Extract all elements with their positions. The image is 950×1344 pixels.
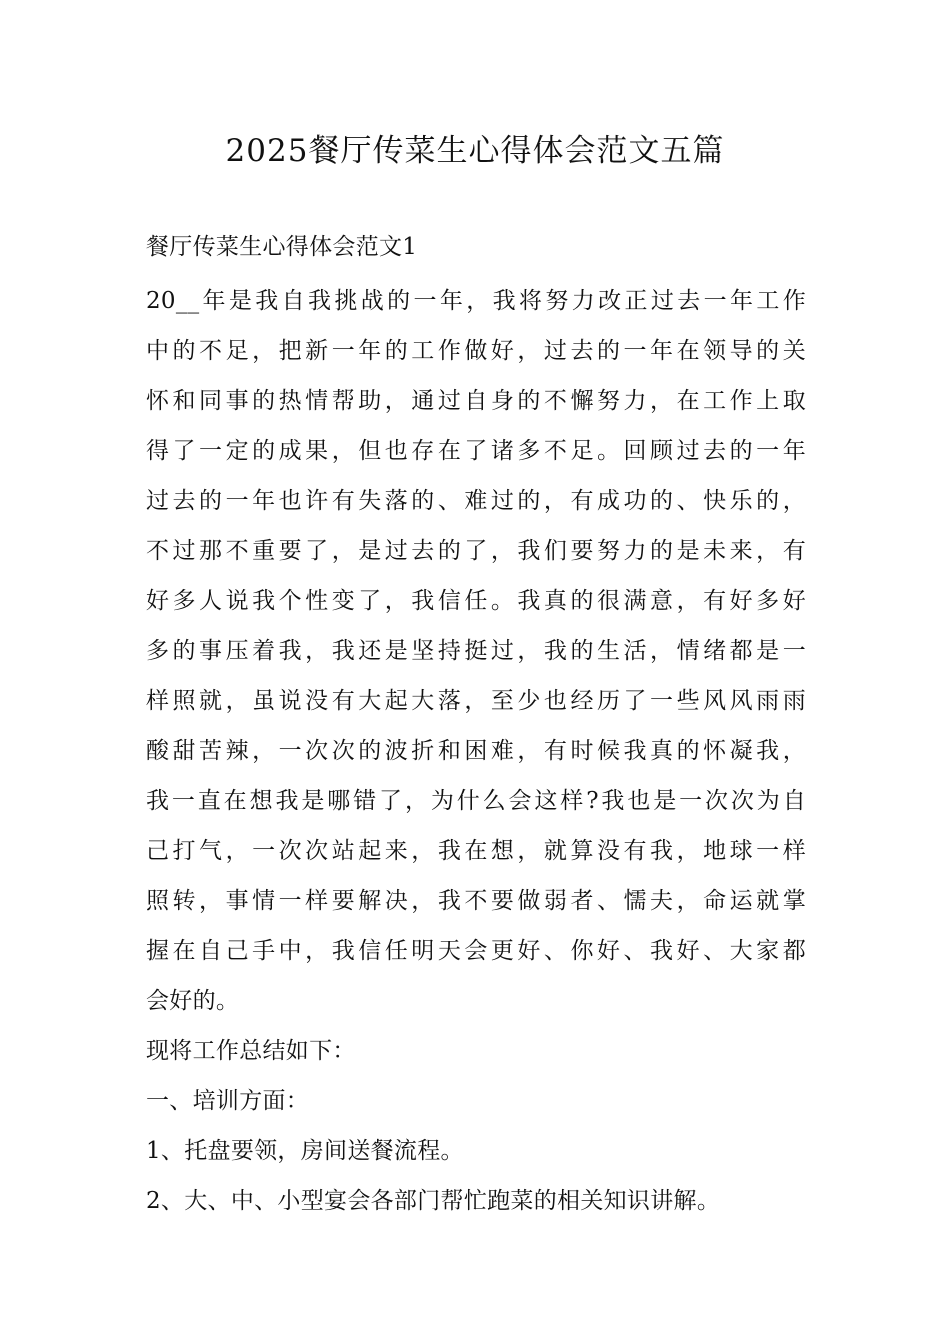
section-heading: 餐厅传菜生心得体会范文1 xyxy=(146,234,418,260)
training-item: 2、大、中、小型宴会各部门帮忙跑菜的相关知识讲解。 xyxy=(146,1188,721,1214)
paragraph-line: 好多人说我个性变了，我信任。我真的很满意，有好多好 xyxy=(146,588,806,614)
paragraph-line: 握在自己手中，我信任明天会更好、你好、我好、大家都 xyxy=(146,938,806,964)
document-body xyxy=(146,232,806,1236)
paragraph-line: 不过那不重要了，是过去的了，我们要努力的是未来，有 xyxy=(146,538,806,564)
paragraph-line: 多的事压着我，我还是坚持挺过，我的生活，情绪都是一 xyxy=(146,638,806,664)
paragraph-line: 照转，事情一样要解决，我不要做弱者、懦夫，命运就掌 xyxy=(146,888,806,914)
training-item: 1、托盘要领，房间送餐流程。 xyxy=(146,1138,464,1164)
paragraph-line: 我一直在想我是哪错了，为什么会这样?我也是一次次为自 xyxy=(146,788,806,814)
paragraph-line: 样照就，虽说没有大起大落，至少也经历了一些风风雨雨 xyxy=(146,688,806,714)
summary-intro: 现将工作总结如下： xyxy=(146,1038,356,1064)
paragraph-line: 中的不足，把新一年的工作做好，过去的一年在领导的关 xyxy=(146,338,806,364)
paragraph-line: 过去的一年也许有失落的、难过的，有成功的、快乐的， xyxy=(146,488,806,514)
paragraph-line: 己打气，一次次站起来，我在想，就算没有我，地球一样 xyxy=(146,838,806,864)
paragraph-line: 怀和同事的热情帮助，通过自身的不懈努力，在工作上取 xyxy=(146,388,806,414)
paragraph-line: 会好的。 xyxy=(146,988,240,1014)
paragraph-line: 酸甜苦辣，一次次的波折和困难，有时候我真的怀凝我， xyxy=(146,738,806,764)
paragraph-line: 得了一定的成果，但也存在了诸多不足。回顾过去的一年 xyxy=(146,438,806,464)
document-title: 2025餐厅传菜生心得体会范文五篇 xyxy=(225,133,725,169)
training-heading: 一、培训方面： xyxy=(146,1088,310,1114)
paragraph-line: 20__年是我自我挑战的一年，我将努力改正过去一年工作 xyxy=(146,288,806,314)
